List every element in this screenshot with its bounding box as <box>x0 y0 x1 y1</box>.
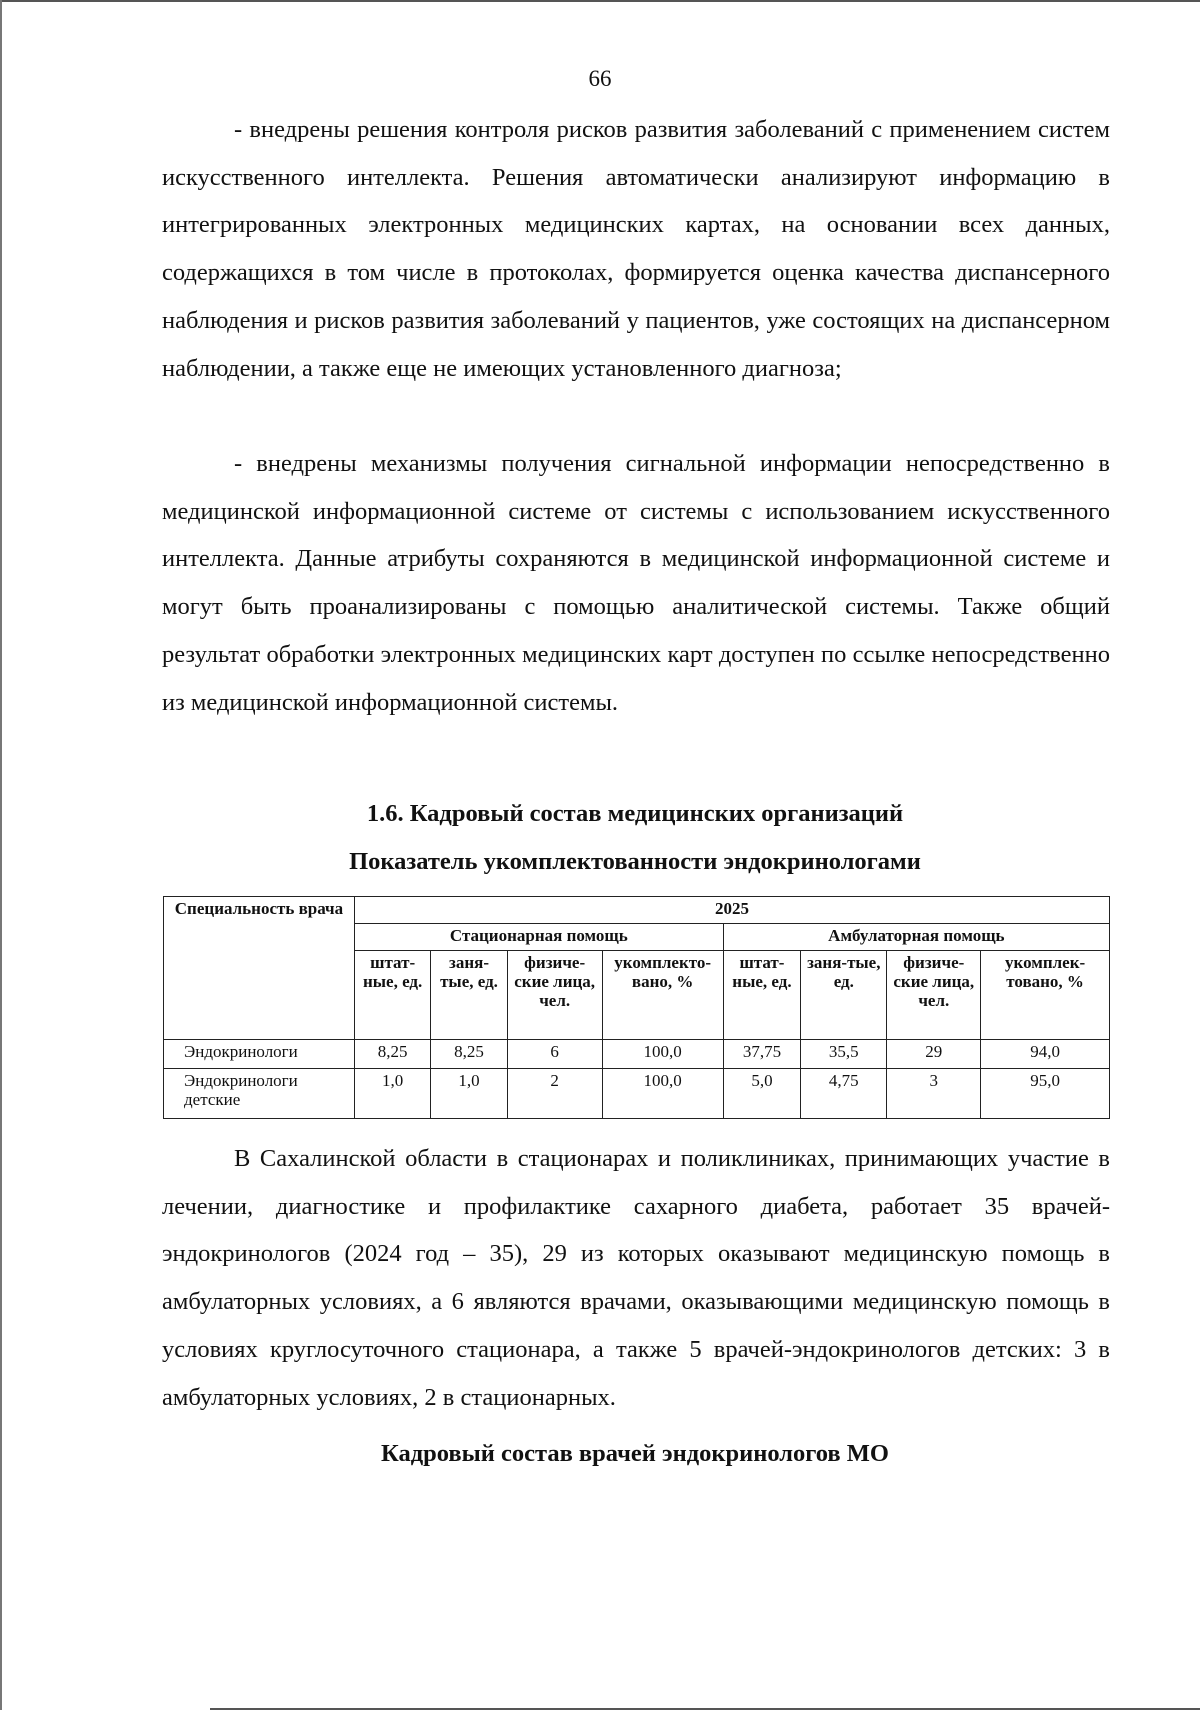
table-cell: 4,75 <box>801 1069 887 1119</box>
header-column: заня-тые, ед. <box>431 951 507 1040</box>
header-specialty: Специальность врача <box>164 897 355 1040</box>
table-row <box>164 1069 1110 1119</box>
header-year: 2025 <box>354 897 1109 924</box>
header-column: физиче-ские лица, чел. <box>887 951 981 1040</box>
table-row <box>164 1040 1110 1069</box>
table-cell: 5,0 <box>723 1069 800 1119</box>
table-cell: 94,0 <box>981 1040 1110 1069</box>
scan-border-top <box>0 0 1200 2</box>
header-column: укомплекто-вано, % <box>602 951 723 1040</box>
table-cell: 2 <box>507 1069 602 1119</box>
table-cell: 1,0 <box>354 1069 430 1119</box>
table-cell: 1,0 <box>431 1069 507 1119</box>
table-cell: 3 <box>887 1069 981 1119</box>
table-cell: 8,25 <box>354 1040 430 1069</box>
paragraph-ai-risk-control <box>162 106 1110 392</box>
cell-specialty: Эндокринологи <box>164 1040 355 1069</box>
header-column: штат-ные, ед. <box>354 951 430 1040</box>
header-column: физиче-ские лица, чел. <box>507 951 602 1040</box>
staffing-table <box>163 896 1110 1119</box>
header-column: укомплек-товано, % <box>981 951 1110 1040</box>
paragraph-signal-info <box>162 440 1110 726</box>
paragraph-text: В Сахалинской области в стационарах и поликлиниках, принимающих участие в лечении, диагностике и профилактике сахарного диабета, работает 35 врачей-эндокринологов (2024 год – 35), 29 из которых оказывают медицинскую помощь в амбулаторных условиях, а 6 являются врачами, оказывающими медицинскую помощь в условиях круглосуточного стационара, а также 5 врачей-эндокринологов детских: 3 в амбулаторных условиях, 2 в стационарных. <box>162 1145 1110 1411</box>
table-cell: 100,0 <box>602 1040 723 1069</box>
figure-title: Кадровый состав врачей эндокринологов МО <box>381 1440 889 1467</box>
paragraph-endocrinologists-count <box>162 1135 1110 1421</box>
table-header-row <box>164 897 1110 924</box>
page-number: 66 <box>588 66 612 91</box>
paragraph-text: - внедрены механизмы получения сигнальной информации непосредственно в медицинской информационной системе от системы с использованием искусственного интеллекта. Данные атрибуты сохраняются в медицинской информационной системе и могут быть проанализированы с помощью аналитической системы. Также общий результат обработки электронных медицинских карт доступен по ссылке непосредственно из медицинской информационной системы. <box>162 450 1110 716</box>
table-cell: 95,0 <box>981 1069 1110 1119</box>
table-cell: 6 <box>507 1040 602 1069</box>
paragraph-text: - внедрены решения контроля рисков развития заболеваний с применением систем искусственного интеллекта. Решения автоматически анализируют информацию в интегрированных электронных медицинских картах, на основании всех данных, содержащихся в том числе в протоколах, формируется оценка качества диспансерного наблюдения и рисков развития заболеваний у пациентов, уже состоящих на диспансерном наблюдении, а также еще не имеющих установленного диагноза; <box>162 116 1110 382</box>
scan-border-left <box>0 0 2 1710</box>
header-inpatient: Стационарная помощь <box>354 924 723 951</box>
table-cell: 29 <box>887 1040 981 1069</box>
header-column: штат-ные, ед. <box>723 951 800 1040</box>
header-outpatient: Амбулаторная помощь <box>723 924 1109 951</box>
cell-specialty: Эндокринологи детские <box>164 1069 355 1119</box>
header-column: заня-тые, ед. <box>801 951 887 1040</box>
section-heading: 1.6. Кадровый состав медицинских организаций <box>366 800 904 827</box>
table-cell: 37,75 <box>723 1040 800 1069</box>
table-cell: 8,25 <box>431 1040 507 1069</box>
table-cell: 35,5 <box>801 1040 887 1069</box>
table-title: Показатель укомплектованности эндокринологами <box>349 848 921 875</box>
table-cell: 100,0 <box>602 1069 723 1119</box>
